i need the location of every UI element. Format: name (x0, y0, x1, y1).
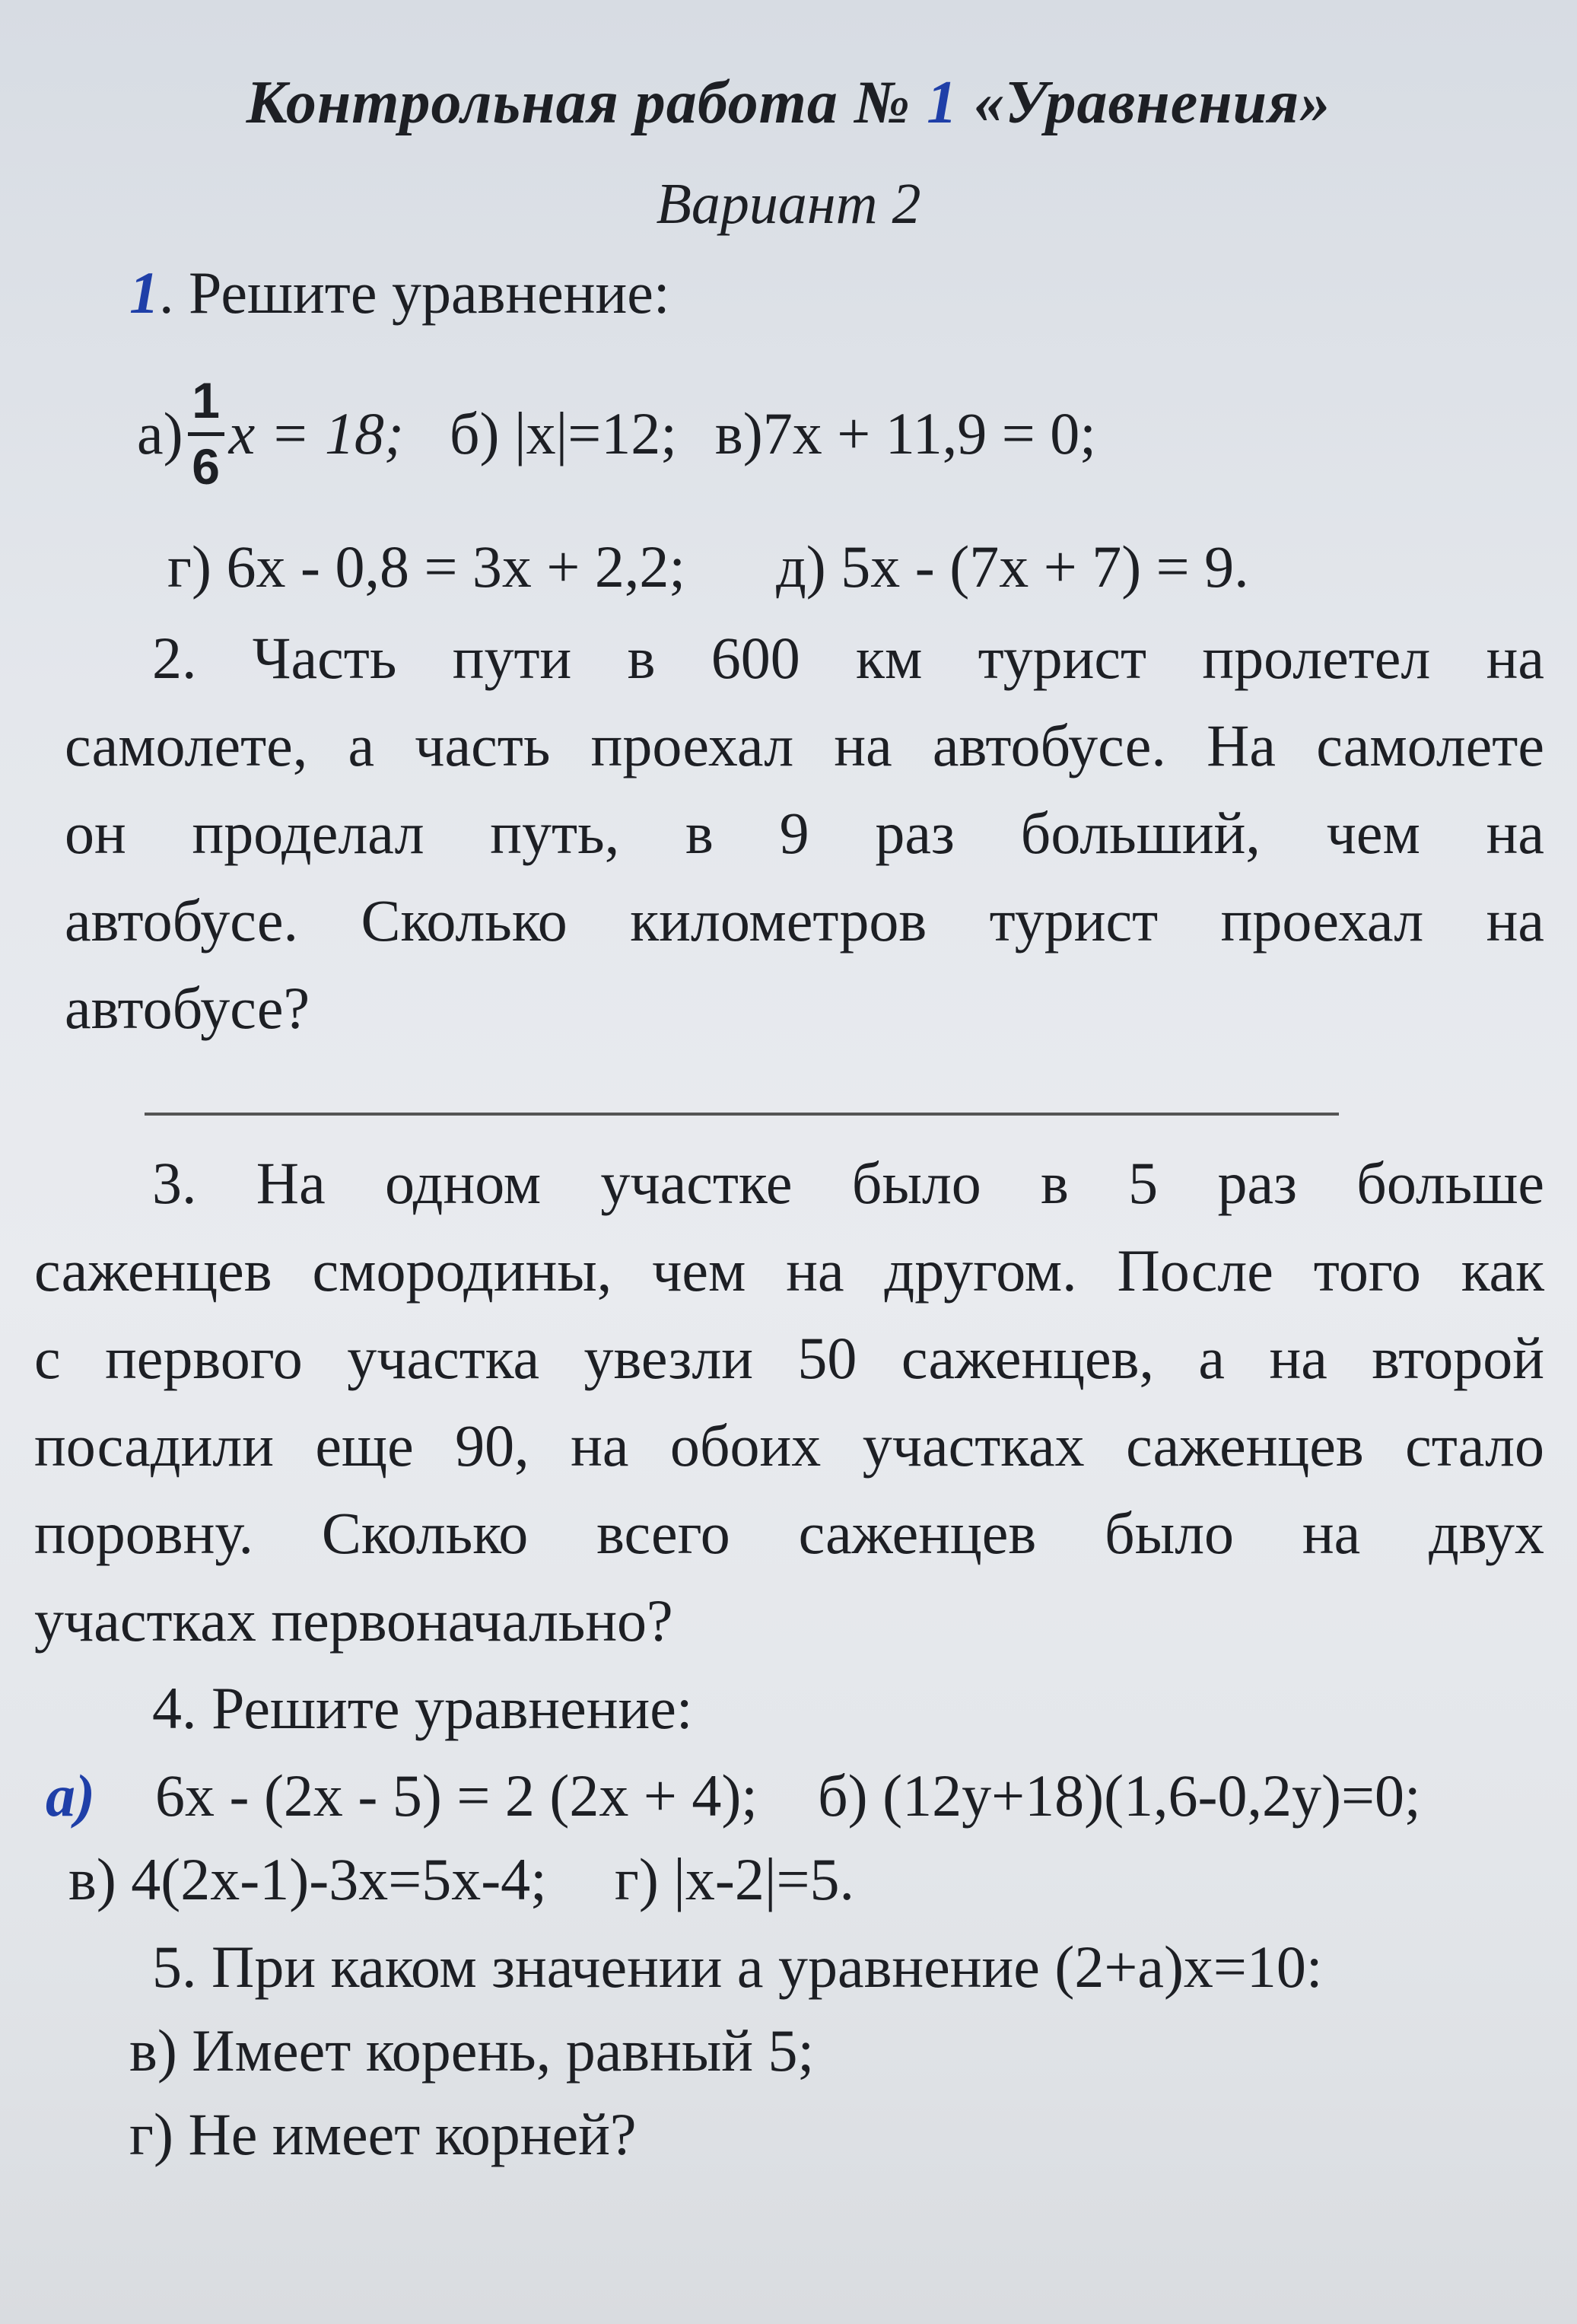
task3-line-3: с первого участка увезли 50 саженцев, а на второй (34, 1325, 1544, 1391)
task4-b-equation: б) (12y+18)(1,6-0,2y)=0; (817, 1762, 1421, 1829)
task4-g-equation: г) |x-2|=5. (614, 1846, 855, 1912)
handwritten-number: 1 (927, 69, 959, 136)
task1-row1 (137, 358, 1096, 510)
task1-a-equation: x = 18; (228, 400, 404, 466)
task2-line-4: автобусе. Сколько километров турист проехал на (65, 887, 1544, 953)
task1-d-equation: д) 5x - (7x + 7) = 9. (776, 533, 1249, 600)
task3-line-2: саженцев смородины, чем на другом. После того как (34, 1237, 1544, 1304)
task4-heading: 4. Решите уравнение: (152, 1675, 693, 1741)
fraction-denominator: 6 (192, 438, 220, 495)
task1-heading (129, 259, 670, 327)
task4-row2 (68, 1845, 854, 1914)
task2-line-5: автобусе? (65, 975, 310, 1041)
task1-heading-text: . Решите уравнение: (159, 259, 670, 326)
page-title (0, 68, 1577, 138)
section-divider (145, 1113, 1339, 1116)
task5-heading: 5. При каком значении а уравнение (2+a)x=10: (152, 1934, 1323, 2000)
fraction-bar (188, 432, 224, 436)
task4-row1 (46, 1762, 1421, 1830)
task1-number: 1 (129, 259, 159, 326)
task1-a-label: а) (137, 400, 183, 466)
task5-v: в) Имеет корень, равный 5; (129, 2017, 815, 2084)
task1-v-equation: в)7x + 11,9 = 0; (714, 400, 1096, 466)
variant-label: Вариант 2 (656, 172, 921, 236)
task2-line-3: он проделал путь, в 9 раз больший, чем на (65, 800, 1544, 866)
task2-line-2: самолете, а часть проехал на автобусе. На самолете (65, 712, 1544, 778)
task3-line-5: поровну. Сколько всего саженцев было на двух (34, 1500, 1544, 1566)
title-prefix: Контрольная работа № (246, 69, 911, 136)
task3-line-1: 3. На одном участке было в 5 раз больше (152, 1150, 1544, 1216)
fraction-numerator: 1 (192, 372, 220, 429)
task1-g-equation: г) 6x - 0,8 = 3x + 2,2; (167, 533, 686, 600)
task3-line-4: посадили еще 90, на обоих участках саженцев стало (34, 1412, 1544, 1479)
handwritten-mark: а) (46, 1762, 95, 1829)
task4-v-equation: в) 4(2x-1)-3x=5x-4; (68, 1846, 547, 1912)
task5-g: г) Не имеет корней? (129, 2101, 637, 2167)
task1-a-fraction (188, 374, 224, 493)
task4-a-equation: 6x - (2x - 5) = 2 (2x + 4); (154, 1762, 758, 1829)
task3-line-6: участках первоначально? (34, 1587, 673, 1654)
task1-row2 (167, 533, 1249, 601)
title-suffix: «Уравнения» (974, 69, 1331, 136)
task2-line-1: 2. Часть пути в 600 км турист пролетел на (152, 625, 1544, 691)
task1-b-equation: б) |x|=12; (449, 400, 677, 466)
